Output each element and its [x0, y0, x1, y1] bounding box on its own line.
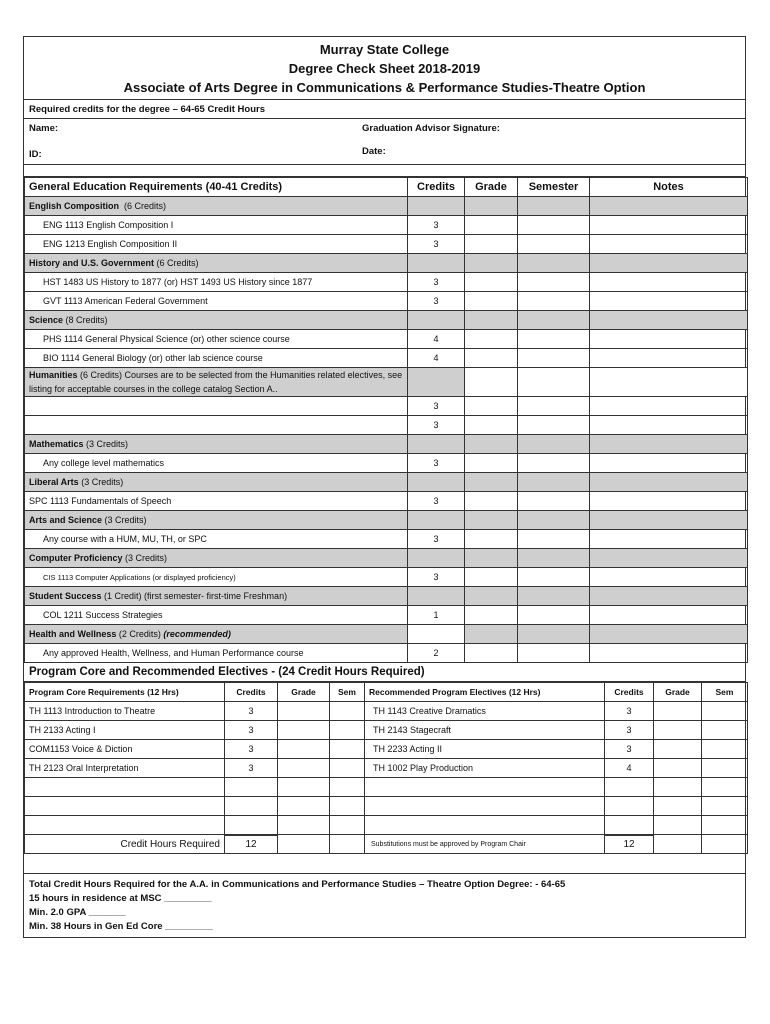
elective-course: TH 1002 Play Production: [365, 759, 605, 778]
grade-cell[interactable]: [465, 530, 518, 549]
residence-hours: 15 hours in residence at MSC _________: [29, 893, 212, 904]
notes-cell[interactable]: [590, 349, 748, 368]
grade-cell[interactable]: [465, 454, 518, 473]
elec-sem-header: Sem: [702, 683, 748, 702]
gen-ed-header-row: [25, 178, 748, 197]
gen-ed-section-title: General Education Requirements (40-41 Credits): [25, 178, 408, 197]
notes-cell[interactable]: [590, 330, 748, 349]
min-gpa: Min. 2.0 GPA _______: [29, 907, 126, 918]
semester-header: Semester: [518, 178, 590, 197]
elective-credits: 4: [605, 759, 654, 778]
category-name: English Composition: [29, 201, 119, 211]
table-row: [25, 292, 748, 311]
category-row: [25, 511, 748, 530]
grade-cell[interactable]: [465, 349, 518, 368]
table-row: [25, 273, 748, 292]
totals-row: [25, 835, 748, 854]
table-row: [25, 492, 748, 511]
table-row: [25, 759, 748, 778]
category-row: [25, 473, 748, 492]
course-credits: 2: [408, 644, 465, 663]
credits-header: Credits: [408, 178, 465, 197]
course-name[interactable]: [25, 416, 408, 435]
grade-cell[interactable]: [465, 216, 518, 235]
category-name: Science: [29, 315, 64, 325]
notes-cell[interactable]: [590, 454, 748, 473]
spacer: [24, 165, 745, 177]
category-row: [25, 368, 748, 397]
notes-cell[interactable]: [590, 644, 748, 663]
notes-cell[interactable]: [590, 492, 748, 511]
category-detail: (3 Credits): [81, 477, 124, 487]
semester-cell[interactable]: [518, 416, 590, 435]
substitution-note: Substitutions must be approved by Program Chair: [365, 835, 605, 854]
category-detail: (6 Credits): [124, 201, 167, 211]
notes-cell[interactable]: [590, 292, 748, 311]
table-row: [25, 606, 748, 625]
semester-cell[interactable]: [518, 216, 590, 235]
grade-cell[interactable]: [278, 721, 330, 740]
grade-cell[interactable]: [465, 644, 518, 663]
core-credits-header: Credits: [225, 683, 278, 702]
elective-total: 12: [605, 835, 654, 854]
advisor-signature-label: Graduation Advisor Signature:: [362, 123, 500, 134]
sem-cell[interactable]: [330, 759, 365, 778]
semester-cell[interactable]: [518, 492, 590, 511]
sem-cell[interactable]: [702, 702, 748, 721]
course-name: BIO 1114 General Biology (or) other lab science course: [25, 349, 408, 368]
course-credits: 3: [408, 235, 465, 254]
table-row: [25, 702, 748, 721]
course-credits: 3: [408, 568, 465, 587]
program-table: [24, 682, 748, 854]
category-name: Humanities: [29, 370, 78, 380]
core-course: TH 1113 Introduction to Theatre: [25, 702, 225, 721]
semester-cell[interactable]: [518, 330, 590, 349]
table-row: [25, 416, 748, 435]
sem-cell[interactable]: [702, 740, 748, 759]
grade-cell[interactable]: [465, 235, 518, 254]
sem-cell[interactable]: [330, 721, 365, 740]
table-row: [25, 816, 748, 835]
table-row: [25, 797, 748, 816]
course-name: CIS 1113 Computer Applications (or displayed proficiency): [25, 568, 408, 587]
semester-cell[interactable]: [518, 568, 590, 587]
core-credits: 3: [225, 721, 278, 740]
grade-cell[interactable]: [465, 606, 518, 625]
category-row: [25, 587, 748, 606]
elective-credits: 3: [605, 721, 654, 740]
notes-cell[interactable]: [590, 273, 748, 292]
elective-course: TH 1143 Creative Dramatics: [365, 702, 605, 721]
sem-cell[interactable]: [330, 702, 365, 721]
elective-course: TH 2143 Stagecraft: [365, 721, 605, 740]
table-row: [25, 330, 748, 349]
category-name: Mathematics: [29, 439, 84, 449]
spacer: [24, 854, 745, 874]
category-row: [25, 254, 748, 273]
core-grade-header: Grade: [278, 683, 330, 702]
category-row: [25, 549, 748, 568]
grade-cell[interactable]: [465, 330, 518, 349]
course-credits: 3: [408, 273, 465, 292]
grade-cell[interactable]: [278, 702, 330, 721]
notes-cell[interactable]: [590, 216, 748, 235]
table-row: [25, 216, 748, 235]
course-name: Any course with a HUM, MU, TH, or SPC: [25, 530, 408, 549]
semester-cell[interactable]: [518, 235, 590, 254]
course-name: Any college level mathematics: [25, 454, 408, 473]
grade-cell[interactable]: [465, 492, 518, 511]
elective-credits: 3: [605, 740, 654, 759]
semester-cell[interactable]: [518, 349, 590, 368]
table-row: [25, 349, 748, 368]
course-credits: 3: [408, 397, 465, 416]
course-name[interactable]: [25, 397, 408, 416]
course-name: Any approved Health, Wellness, and Human Performance course: [25, 644, 408, 663]
grade-cell[interactable]: [654, 721, 702, 740]
notes-cell[interactable]: [590, 397, 748, 416]
category-row: [25, 625, 748, 644]
degree-title: Associate of Arts Degree in Communications & Performance Studies-Theatre Option: [123, 80, 646, 95]
category-row: [25, 311, 748, 330]
course-name: HST 1483 US History to 1877 (or) HST 1493 US History since 1877: [25, 273, 408, 292]
category-name: History and U.S. Government: [29, 258, 155, 268]
notes-cell[interactable]: [590, 606, 748, 625]
table-row: [25, 454, 748, 473]
grade-cell[interactable]: [654, 702, 702, 721]
notes-header: Notes: [590, 178, 748, 197]
core-total-label: Credit Hours Required: [25, 835, 225, 854]
notes-cell[interactable]: [590, 235, 748, 254]
grade-cell[interactable]: [465, 568, 518, 587]
core-credits: 3: [225, 759, 278, 778]
sem-cell[interactable]: [702, 759, 748, 778]
required-credits: Required credits for the degree – 64-65 Credit Hours: [24, 100, 745, 119]
core-course: TH 2133 Acting I: [25, 721, 225, 740]
core-credits: 3: [225, 740, 278, 759]
table-row: [25, 778, 748, 797]
course-name: SPC 1113 Fundamentals of Speech: [25, 492, 408, 511]
grade-cell[interactable]: [465, 292, 518, 311]
sem-cell[interactable]: [702, 721, 748, 740]
category-name: Liberal Arts: [29, 477, 79, 487]
elective-credits: 3: [605, 702, 654, 721]
category-detail: (3 Credits): [86, 439, 129, 449]
min-gen-ed-hours: Min. 38 Hours in Gen Ed Core _________: [29, 921, 213, 932]
course-credits: 3: [408, 454, 465, 473]
program-header-row: [25, 683, 748, 702]
notes-cell[interactable]: [590, 530, 748, 549]
core-credits: 3: [225, 702, 278, 721]
grade-cell[interactable]: [465, 397, 518, 416]
table-row: [25, 530, 748, 549]
core-total: 12: [225, 835, 278, 854]
category-name: Health and Wellness: [29, 629, 117, 639]
semester-cell[interactable]: [518, 644, 590, 663]
course-credits: 3: [408, 216, 465, 235]
grade-cell[interactable]: [278, 740, 330, 759]
semester-cell[interactable]: [518, 292, 590, 311]
semester-cell[interactable]: [518, 606, 590, 625]
table-row: [25, 235, 748, 254]
grade-cell[interactable]: [465, 416, 518, 435]
sheet-title: Degree Check Sheet 2018-2019: [288, 61, 481, 76]
semester-cell[interactable]: [518, 397, 590, 416]
course-credits: 4: [408, 349, 465, 368]
category-detail: (6 Credits) Courses are to be selected from the Humanities related electives, see listing for acceptable courses in the college catalog Section A..: [29, 370, 403, 394]
id-label: ID:: [29, 149, 42, 160]
college-name: Murray State College: [319, 42, 450, 57]
category-detail: (6 Credits): [156, 258, 199, 268]
sheet-header: [24, 37, 745, 100]
category-name: Computer Proficiency: [29, 553, 123, 563]
course-credits: 1: [408, 606, 465, 625]
core-course: TH 2123 Oral Interpretation: [25, 759, 225, 778]
table-row: [25, 644, 748, 663]
course-credits: 4: [408, 330, 465, 349]
course-credits: 3: [408, 416, 465, 435]
grade-cell[interactable]: [278, 759, 330, 778]
core-course: COM1153 Voice & Diction: [25, 740, 225, 759]
elec-credits-header: Credits: [605, 683, 654, 702]
table-row: [25, 568, 748, 587]
student-info: [24, 119, 745, 165]
gen-ed-table: [24, 177, 748, 663]
course-credits: 3: [408, 492, 465, 511]
category-name: Arts and Science: [29, 515, 103, 525]
category-detail: (2 Credits): [118, 629, 161, 639]
grade-cell[interactable]: [654, 740, 702, 759]
course-name: ENG 1113 English Composition I: [25, 216, 408, 235]
category-note: (recommended): [163, 629, 231, 639]
core-sem-header: Sem: [330, 683, 365, 702]
degree-totals: [24, 874, 745, 937]
category-detail: (1 Credit) (first semester- first-time Freshman): [104, 591, 288, 601]
date-label: Date:: [362, 146, 386, 157]
course-name: ENG 1213 English Composition II: [25, 235, 408, 254]
course-credits: 3: [408, 530, 465, 549]
category-name: Student Success: [29, 591, 102, 601]
table-row: [25, 397, 748, 416]
core-header: Program Core Requirements (12 Hrs): [25, 683, 225, 702]
total-credit-hours: Total Credit Hours Required for the A.A. in Communications and Performance Studies – Theatre Option Degree: - 64-65: [29, 879, 566, 890]
category-detail: (8 Credits): [65, 315, 108, 325]
category-row: [25, 197, 748, 216]
grade-cell[interactable]: [465, 273, 518, 292]
electives-header: Recommended Program Electives (12 Hrs): [365, 683, 605, 702]
category-detail: (3 Credits): [125, 553, 168, 563]
course-name: PHS 1114 General Physical Science (or) other science course: [25, 330, 408, 349]
notes-cell[interactable]: [590, 568, 748, 587]
semester-cell[interactable]: [518, 454, 590, 473]
program-section-title: Program Core and Recommended Electives - (24 Credit Hours Required): [24, 663, 745, 682]
course-name: COL 1211 Success Strategies: [25, 606, 408, 625]
name-label: Name:: [29, 123, 59, 134]
course-name: GVT 1113 American Federal Government: [25, 292, 408, 311]
notes-cell[interactable]: [590, 416, 748, 435]
course-credits: 3: [408, 292, 465, 311]
degree-check-sheet: [23, 36, 746, 938]
grade-cell[interactable]: [654, 759, 702, 778]
grade-header: Grade: [465, 178, 518, 197]
semester-cell[interactable]: [518, 530, 590, 549]
table-row: [25, 740, 748, 759]
elec-grade-header: Grade: [654, 683, 702, 702]
table-row: [25, 721, 748, 740]
semester-cell[interactable]: [518, 273, 590, 292]
elective-course: TH 2233 Acting II: [365, 740, 605, 759]
category-row: [25, 435, 748, 454]
sem-cell[interactable]: [330, 740, 365, 759]
category-detail: (3 Credits): [104, 515, 147, 525]
